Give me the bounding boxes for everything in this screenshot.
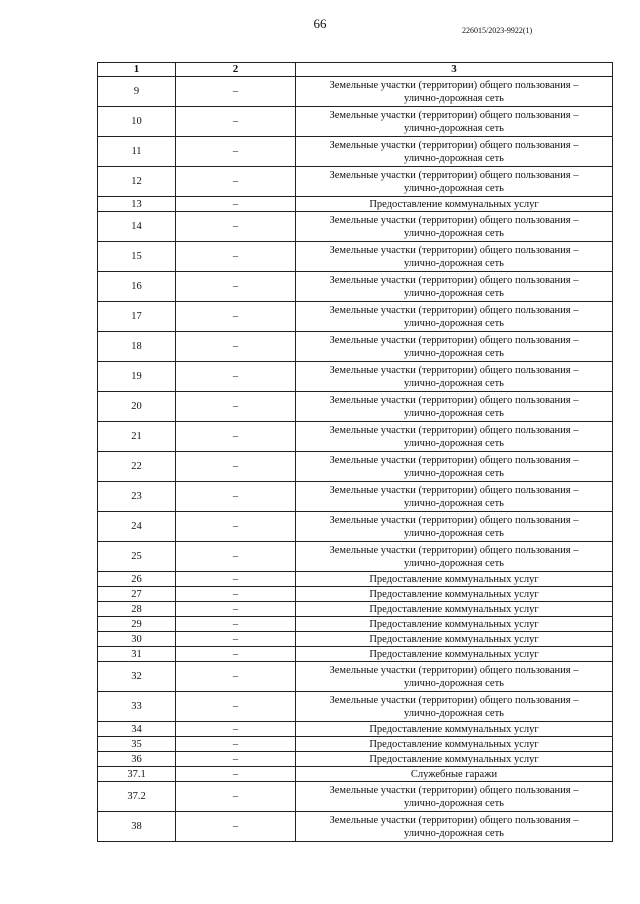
description-line-1: Земельные участки (территории) общего пользования – bbox=[329, 169, 579, 181]
column-header-3: 3 bbox=[296, 63, 613, 77]
table-row bbox=[98, 572, 613, 587]
table-row bbox=[98, 722, 613, 737]
row-number-cell: 35 bbox=[98, 737, 176, 752]
row-number-cell: 28 bbox=[98, 602, 176, 617]
table-row bbox=[98, 662, 613, 692]
description-line-1: Земельные участки (территории) общего пользования – bbox=[329, 694, 579, 706]
table-row bbox=[98, 362, 613, 392]
row-number-cell: 9 bbox=[98, 77, 176, 107]
description-line-2: улично-дорожная сеть bbox=[404, 287, 504, 299]
description-line-1: Земельные участки (территории) общего пользования – bbox=[329, 664, 579, 676]
row-description-cell bbox=[296, 452, 613, 482]
table-row bbox=[98, 272, 613, 302]
description-line-2: улично-дорожная сеть bbox=[404, 152, 504, 164]
table-row bbox=[98, 332, 613, 362]
row-description-cell bbox=[296, 602, 613, 617]
row-description-cell bbox=[296, 137, 613, 167]
table-row bbox=[98, 617, 613, 632]
table-row bbox=[98, 422, 613, 452]
row-code-cell: – bbox=[176, 512, 296, 542]
column-header-1: 1 bbox=[98, 63, 176, 77]
row-number-cell: 29 bbox=[98, 617, 176, 632]
description-line-1: Предоставление коммунальных услуг bbox=[369, 603, 539, 615]
description-line-1: Земельные участки (территории) общего пользования – bbox=[329, 139, 579, 151]
description-line-2: улично-дорожная сеть bbox=[404, 467, 504, 479]
row-description-cell bbox=[296, 632, 613, 647]
row-code-cell: – bbox=[176, 617, 296, 632]
description-line-1: Служебные гаражи bbox=[410, 768, 498, 780]
row-number-cell: 18 bbox=[98, 332, 176, 362]
row-description-cell bbox=[296, 767, 613, 782]
row-code-cell: – bbox=[176, 137, 296, 167]
description-line-1: Предоставление коммунальных услуг bbox=[369, 738, 539, 750]
row-description-cell bbox=[296, 737, 613, 752]
row-description-cell bbox=[296, 107, 613, 137]
row-number-cell: 26 bbox=[98, 572, 176, 587]
row-description-cell bbox=[296, 392, 613, 422]
row-code-cell: – bbox=[176, 272, 296, 302]
row-code-cell: – bbox=[176, 782, 296, 812]
row-code-cell: – bbox=[176, 692, 296, 722]
row-description-cell bbox=[296, 662, 613, 692]
description-line-1: Земельные участки (территории) общего пользования – bbox=[329, 514, 579, 526]
row-number-cell: 23 bbox=[98, 482, 176, 512]
row-description-cell bbox=[296, 572, 613, 587]
row-number-cell: 32 bbox=[98, 662, 176, 692]
table-row bbox=[98, 392, 613, 422]
row-description-cell bbox=[296, 302, 613, 332]
table-row bbox=[98, 242, 613, 272]
table-row bbox=[98, 137, 613, 167]
table-row bbox=[98, 542, 613, 572]
row-description-cell bbox=[296, 167, 613, 197]
row-code-cell: – bbox=[176, 752, 296, 767]
row-description-cell bbox=[296, 542, 613, 572]
row-number-cell: 33 bbox=[98, 692, 176, 722]
row-description-cell bbox=[296, 422, 613, 452]
row-description-cell bbox=[296, 512, 613, 542]
row-code-cell: – bbox=[176, 602, 296, 617]
table-row bbox=[98, 767, 613, 782]
description-line-1: Предоставление коммунальных услуг bbox=[369, 648, 539, 660]
row-description-cell bbox=[296, 812, 613, 842]
row-description-cell bbox=[296, 587, 613, 602]
description-line-2: улично-дорожная сеть bbox=[404, 377, 504, 389]
row-description-cell bbox=[296, 647, 613, 662]
table-row bbox=[98, 737, 613, 752]
description-line-2: улично-дорожная сеть bbox=[404, 797, 504, 809]
table-row bbox=[98, 212, 613, 242]
table-header-row bbox=[98, 63, 613, 77]
row-description-cell bbox=[296, 197, 613, 212]
row-code-cell: – bbox=[176, 212, 296, 242]
description-line-1: Предоставление коммунальных услуг bbox=[369, 588, 539, 600]
land-use-table bbox=[97, 62, 613, 842]
row-code-cell: – bbox=[176, 542, 296, 572]
description-line-2: улично-дорожная сеть bbox=[404, 707, 504, 719]
description-line-1: Предоставление коммунальных услуг bbox=[369, 753, 539, 765]
description-line-1: Земельные участки (территории) общего пользования – bbox=[329, 214, 579, 226]
table-row bbox=[98, 632, 613, 647]
description-line-1: Предоставление коммунальных услуг bbox=[369, 633, 539, 645]
description-line-2: улично-дорожная сеть bbox=[404, 557, 504, 569]
document-code: 226015/2023-9922(1) bbox=[462, 26, 533, 35]
row-code-cell: – bbox=[176, 452, 296, 482]
row-number-cell: 22 bbox=[98, 452, 176, 482]
description-line-1: Земельные участки (территории) общего пользования – bbox=[329, 814, 579, 826]
description-line-1: Земельные участки (территории) общего пользования – bbox=[329, 364, 579, 376]
row-number-cell: 25 bbox=[98, 542, 176, 572]
table-row bbox=[98, 482, 613, 512]
description-line-1: Предоставление коммунальных услуг bbox=[369, 723, 539, 735]
table-body bbox=[98, 77, 613, 842]
description-line-1: Земельные участки (территории) общего пользования – bbox=[329, 394, 579, 406]
row-code-cell: – bbox=[176, 632, 296, 647]
row-description-cell bbox=[296, 272, 613, 302]
description-line-1: Земельные участки (территории) общего пользования – bbox=[329, 454, 579, 466]
row-code-cell: – bbox=[176, 242, 296, 272]
row-number-cell: 34 bbox=[98, 722, 176, 737]
row-code-cell: – bbox=[176, 302, 296, 332]
description-line-1: Предоставление коммунальных услуг bbox=[369, 198, 539, 210]
description-line-2: улично-дорожная сеть bbox=[404, 437, 504, 449]
row-number-cell: 17 bbox=[98, 302, 176, 332]
row-code-cell: – bbox=[176, 587, 296, 602]
description-line-1: Земельные участки (территории) общего пользования – bbox=[329, 424, 579, 436]
row-number-cell: 11 bbox=[98, 137, 176, 167]
table-row bbox=[98, 77, 613, 107]
row-description-cell bbox=[296, 332, 613, 362]
table-row bbox=[98, 512, 613, 542]
row-number-cell: 14 bbox=[98, 212, 176, 242]
description-line-1: Земельные участки (территории) общего пользования – bbox=[329, 334, 579, 346]
table-row bbox=[98, 587, 613, 602]
row-number-cell: 15 bbox=[98, 242, 176, 272]
row-number-cell: 31 bbox=[98, 647, 176, 662]
row-code-cell: – bbox=[176, 647, 296, 662]
row-description-cell bbox=[296, 77, 613, 107]
row-code-cell: – bbox=[176, 77, 296, 107]
table-row bbox=[98, 107, 613, 137]
description-line-2: улично-дорожная сеть bbox=[404, 317, 504, 329]
table-row bbox=[98, 197, 613, 212]
row-description-cell bbox=[296, 722, 613, 737]
row-code-cell: – bbox=[176, 737, 296, 752]
description-line-2: улично-дорожная сеть bbox=[404, 257, 504, 269]
row-code-cell: – bbox=[176, 482, 296, 512]
description-line-2: улично-дорожная сеть bbox=[404, 407, 504, 419]
row-description-cell bbox=[296, 242, 613, 272]
row-number-cell: 24 bbox=[98, 512, 176, 542]
row-code-cell: – bbox=[176, 197, 296, 212]
row-code-cell: – bbox=[176, 722, 296, 737]
description-line-2: улично-дорожная сеть bbox=[404, 527, 504, 539]
row-number-cell: 30 bbox=[98, 632, 176, 647]
table-row bbox=[98, 782, 613, 812]
description-line-1: Предоставление коммунальных услуг bbox=[369, 573, 539, 585]
row-description-cell bbox=[296, 692, 613, 722]
row-description-cell bbox=[296, 617, 613, 632]
description-line-1: Земельные участки (территории) общего пользования – bbox=[329, 79, 579, 91]
row-code-cell: – bbox=[176, 572, 296, 587]
description-line-2: улично-дорожная сеть bbox=[404, 92, 504, 104]
description-line-1: Земельные участки (территории) общего пользования – bbox=[329, 484, 579, 496]
row-code-cell: – bbox=[176, 362, 296, 392]
row-number-cell: 10 bbox=[98, 107, 176, 137]
description-line-2: улично-дорожная сеть bbox=[404, 182, 504, 194]
row-number-cell: 27 bbox=[98, 587, 176, 602]
description-line-2: улично-дорожная сеть bbox=[404, 122, 504, 134]
description-line-1: Земельные участки (территории) общего пользования – bbox=[329, 244, 579, 256]
row-description-cell bbox=[296, 362, 613, 392]
row-code-cell: – bbox=[176, 767, 296, 782]
description-line-1: Земельные участки (территории) общего пользования – bbox=[329, 544, 579, 556]
column-header-2: 2 bbox=[176, 63, 296, 77]
row-description-cell bbox=[296, 782, 613, 812]
row-description-cell bbox=[296, 482, 613, 512]
row-code-cell: – bbox=[176, 662, 296, 692]
description-line-2: улично-дорожная сеть bbox=[404, 827, 504, 839]
table-row bbox=[98, 452, 613, 482]
row-number-cell: 37.1 bbox=[98, 767, 176, 782]
row-code-cell: – bbox=[176, 332, 296, 362]
row-number-cell: 37.2 bbox=[98, 782, 176, 812]
row-number-cell: 36 bbox=[98, 752, 176, 767]
table-row bbox=[98, 692, 613, 722]
row-number-cell: 12 bbox=[98, 167, 176, 197]
description-line-1: Предоставление коммунальных услуг bbox=[369, 618, 539, 630]
row-description-cell bbox=[296, 212, 613, 242]
page-number: 66 bbox=[313, 16, 327, 31]
table-row bbox=[98, 752, 613, 767]
table-row bbox=[98, 167, 613, 197]
description-line-1: Земельные участки (территории) общего пользования – bbox=[329, 784, 579, 796]
row-number-cell: 38 bbox=[98, 812, 176, 842]
table-row bbox=[98, 602, 613, 617]
description-line-1: Земельные участки (территории) общего пользования – bbox=[329, 274, 579, 286]
row-number-cell: 20 bbox=[98, 392, 176, 422]
table-row bbox=[98, 647, 613, 662]
row-number-cell: 16 bbox=[98, 272, 176, 302]
description-line-2: улично-дорожная сеть bbox=[404, 497, 504, 509]
description-line-2: улично-дорожная сеть bbox=[404, 677, 504, 689]
row-code-cell: – bbox=[176, 392, 296, 422]
description-line-1: Земельные участки (территории) общего пользования – bbox=[329, 109, 579, 121]
row-description-cell bbox=[296, 752, 613, 767]
description-line-1: Земельные участки (территории) общего пользования – bbox=[329, 304, 579, 316]
row-number-cell: 21 bbox=[98, 422, 176, 452]
description-line-2: улично-дорожная сеть bbox=[404, 347, 504, 359]
row-code-cell: – bbox=[176, 107, 296, 137]
row-code-cell: – bbox=[176, 422, 296, 452]
row-number-cell: 13 bbox=[98, 197, 176, 212]
table-row bbox=[98, 812, 613, 842]
description-line-2: улично-дорожная сеть bbox=[404, 227, 504, 239]
row-code-cell: – bbox=[176, 167, 296, 197]
row-code-cell: – bbox=[176, 812, 296, 842]
row-number-cell: 19 bbox=[98, 362, 176, 392]
table-row bbox=[98, 302, 613, 332]
